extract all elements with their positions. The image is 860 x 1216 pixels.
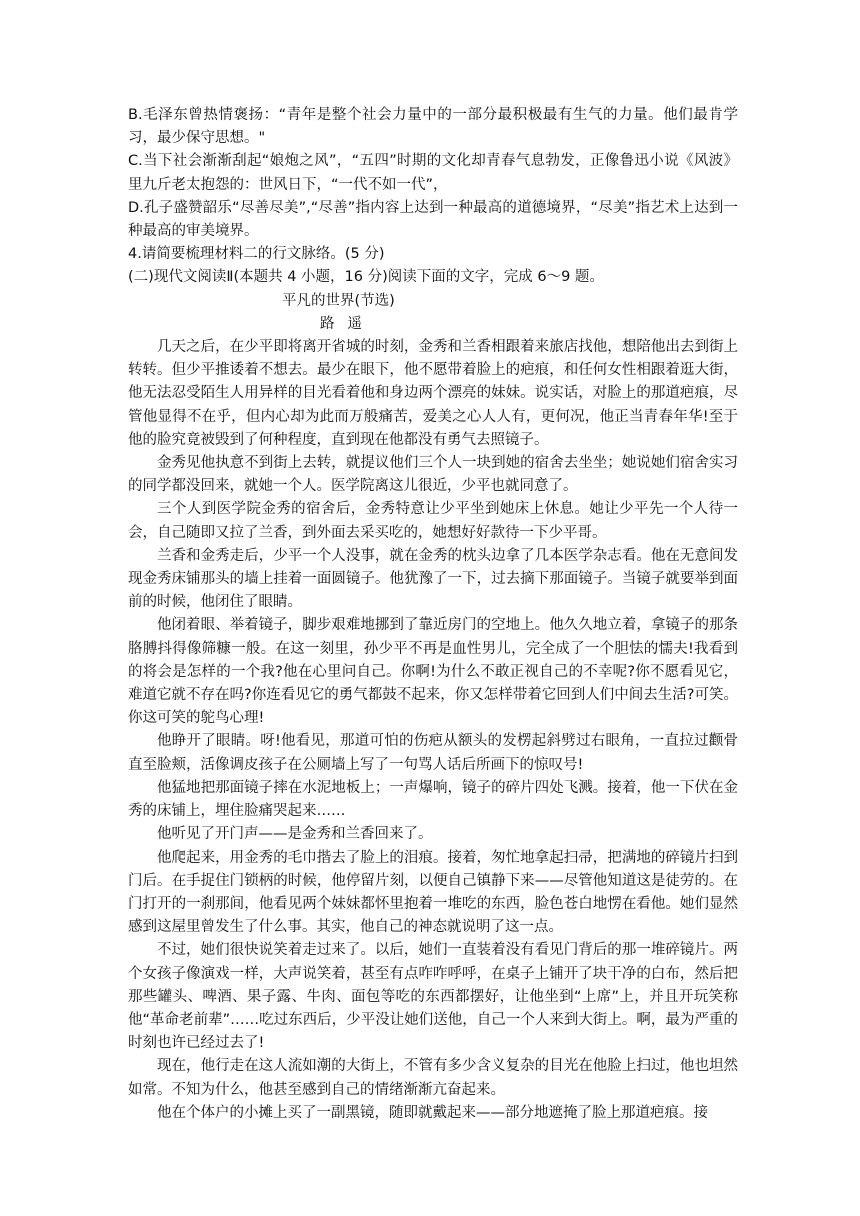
article-author: 路遥 [320,315,376,332]
article-paragraph: 他爬起来，用金秀的毛巾揩去了脸上的泪痕。接着，匆忙地拿起扫帚，把满地的碎镜片扫到门后。在手捉住门锁柄的时候，他停留片刻，以便自己镇静下来——尽管他知道这是徒劳的。在门打开的一刹那间，他看见两个妹妹都怀里抱着一堆吃的东西，脸色苍白地愣在看他。她们显然感到这屋里曾发生了什么事。其实，他自己的神态就说明了这一点。 [128,849,738,936]
article-paragraph: 几天之后，在少平即将离开省城的时刻，金秀和兰香相跟着来旅店找他，想陪他出去到街上转转。但少平推诿着不想去。最少在眼下，他不愿带着脸上的疤痕，和任何女性相跟着逛大街，他无法忍受陌生人用异样的目光看着他和身边两个漂亮的妹妹。说实话，对脸上的那道疤痕，尽管他显得不在乎，但内心却为此而万般痛苦，爱美之心人人有，更何况，他正当青春年华!至于他的脸究竟被毁到了何种程度，直到现在他都没有勇气去照镜子。 [128,339,738,448]
article-paragraph: 金秀见他执意不到街上去转，就提议他们三个人一块到她的宿舍去坐坐；她说她们宿舍实习的同学都没回来，就她一个人。医学院离这儿很近，少平也就同意了。 [128,455,738,495]
article-paragraph: 他听见了开门声——是金秀和兰香回来了。 [157,826,433,843]
article-paragraph: 兰香和金秀走后，少平一个人没事，就在金秀的枕头边拿了几本医学杂志看。他在无意间发现金秀床铺那头的墙上挂着一面圆镜子。他犹豫了一下，过去摘下那面镜子。当镜子就要举到面前的时候，他闭住了眼睛。 [128,547,738,611]
article-paragraph: 他猛地把那面镜子摔在水泥地板上；一声爆响，镜子的碎片四处飞溅。接着，他一下伏在金秀的床铺上，埋住脸痛哭起来…… [128,779,738,820]
document-page [128,104,738,1125]
article-paragraph: 不过，她们很快说笑着走过来了。以后，她们一直装着没有看见门背后的那一堆碎镜片。两个女孩子像演戏一样，大声说笑着，甚至有点咋咋呼呼，在桌子上铺开了块干净的白布，然后把那些罐头、啤酒、果子露、牛肉、面包等吃的东西都摆好，让他坐到“上席”上，并且开玩笑称他“革命老前辈”……吃过东西后，少平没让她们送他，自己一个人来到大街上。啊，最为严重的时刻也许已经过去了! [128,942,738,1052]
article-title: 平凡的世界(节选) [282,292,395,309]
option-d: D.孔子盛赞韶乐“尽善尽美”,“尽善”指内容上达到一种最高的道德境界，“尽美”指艺术上达到一种最高的审美境界。 [128,199,738,240]
article-paragraph: 他在个体户的小摊上买了一副黑镜，随即就戴起来——部分地遮掩了脸上那道疤痕。接 [157,1104,708,1121]
article-paragraph: 三个人到医学院金秀的宿舍后，金秀特意让少平坐到她床上休息。她让少平先一个人待一会，自己随即又拉了兰香，到外面去采买吃的，她想好好款待一下少平哥。 [128,501,738,541]
section-heading: (二)现代文阅读Ⅱ(本题共 4 小题，16 分)阅读下面的文字，完成 6～9 题。 [128,269,604,286]
article-paragraph: 现在，他行走在这人流如潮的大街上，不管有多少含义复杂的目光在他脸上扫过，他也坦然如常。不知为什么，他甚至感到自己的情绪渐渐亢奋起来。 [128,1058,738,1098]
article-paragraph: 他闭着眼、举着镜子，脚步艰难地挪到了靠近房门的空地上。他久久地立着，拿镜子的那条胳膊抖得像筛糠一般。在这一刻里，孙少平不再是血性男儿，完全成了一个胆怯的懦夫!我看到的将会是怎样的一个我?他在心里问自己。你啊!为什么不敢正视自己的不幸呢?你不愿看见它，难道它就不存在吗?你连看见它的勇气都鼓不起来，你又怎样带着它回到人们中间去生活?可笑。你这可笑的鸵鸟心理! [128,617,738,727]
article-paragraph: 他睁开了眼睛。呀!他看见，那道可怕的伤疤从额头的发楞起斜劈过右眼角，一直拉过颧骨直至脸颊，活像调皮孩子在公厕墙上写了一句骂人话后所画下的惊叹号! [128,733,738,773]
option-c: C.当下社会渐渐刮起“娘炮之风”，“五四”时期的文化却青春气息勃发，正像鲁迅小说《风波》里九斤老太抱怨的：世风日下，“一代不如一代”， [128,153,738,193]
question-4: 4.请简要梳理材料二的行文脉络。(5 分) [128,246,385,263]
option-b: B.毛泽东曾热情褒扬：“青年是整个社会力量中的一部分最积极最有生气的力量。他们最肯学习，最少保守思想。" [128,107,738,147]
